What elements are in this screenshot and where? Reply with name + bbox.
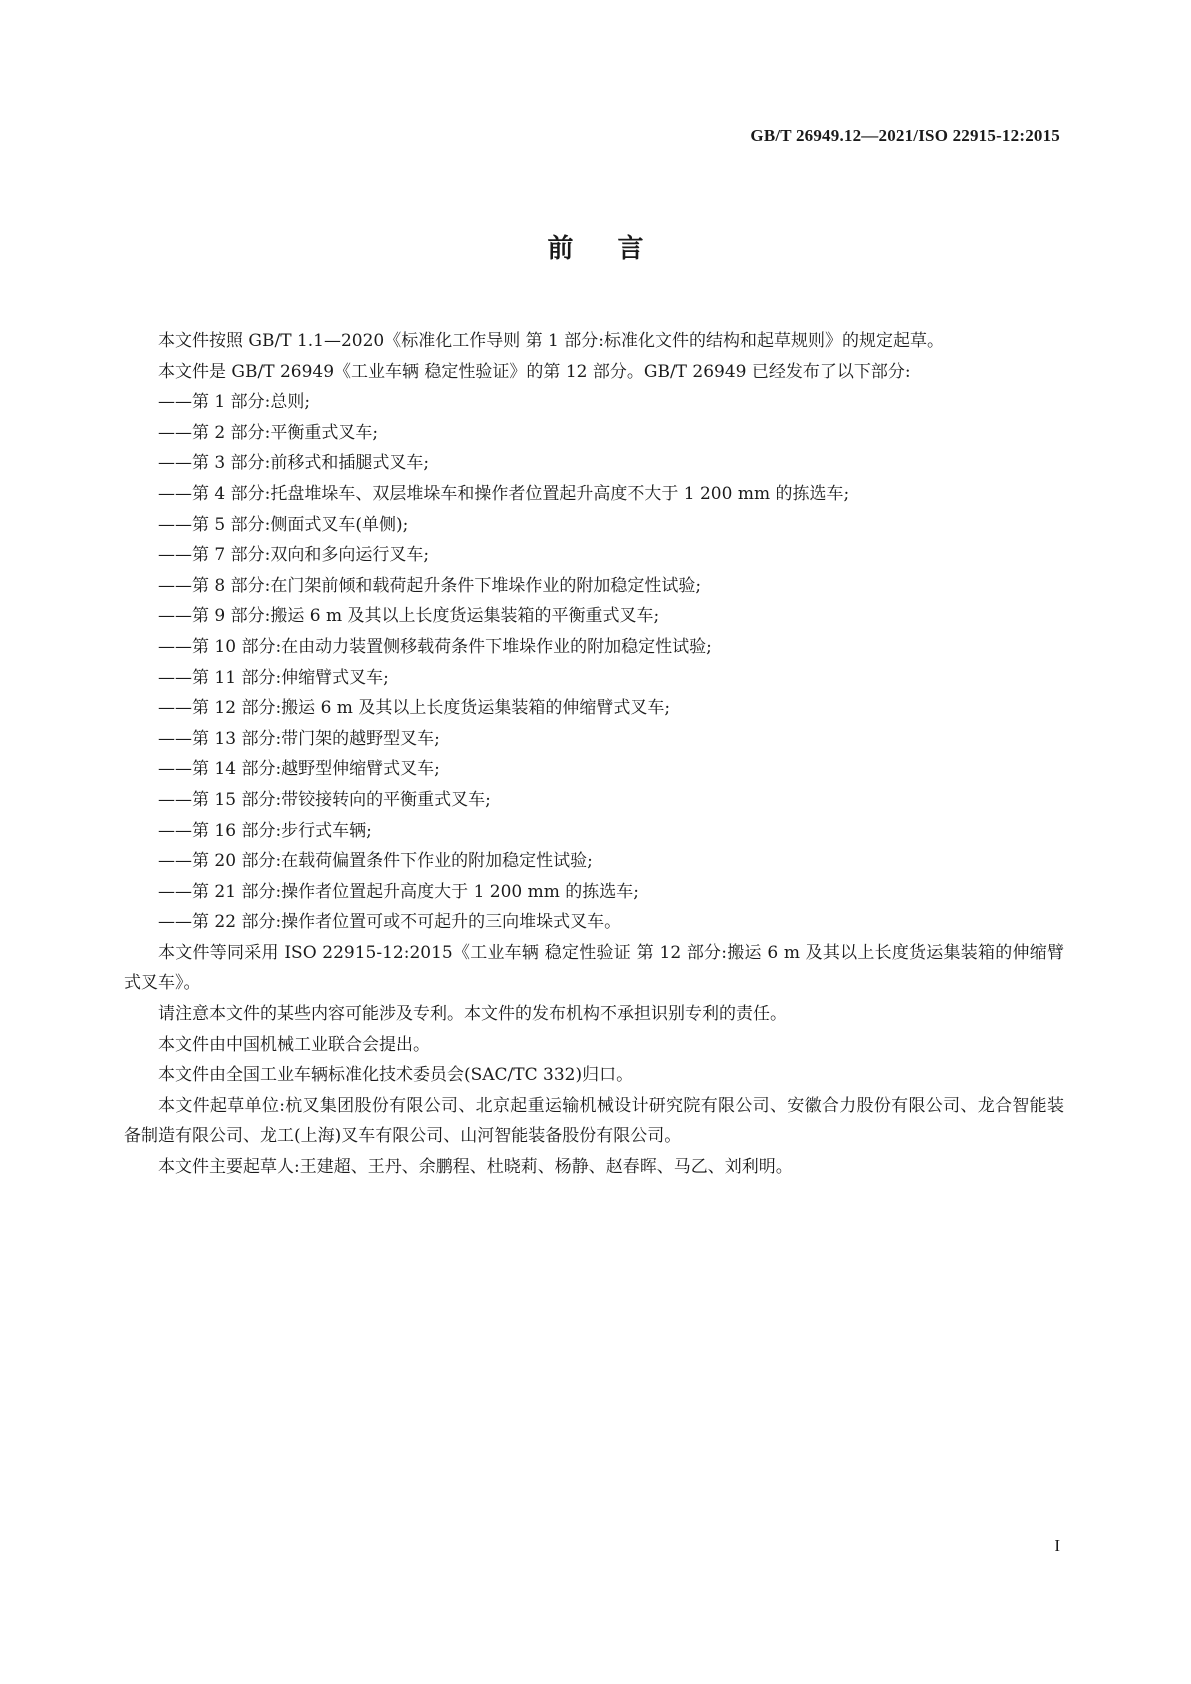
list-item: ——第 11 部分:伸缩臂式叉车; xyxy=(158,667,389,688)
paragraph-technical-committee: 本文件由全国工业车辆标准化技术委员会(SAC/TC 332)归口。 xyxy=(158,1065,634,1086)
paragraph-patent-notice: 请注意本文件的某些内容可能涉及专利。本文件的发布机构不承担识别专利的责任。 xyxy=(158,1004,787,1025)
paragraph-series-intro: 本文件是 GB/T 26949《工业车辆 稳定性验证》的第 12 部分。GB/T 26949 已经发布了以下部分: xyxy=(158,361,911,382)
paragraph-drafting-rules: 本文件按照 GB/T 1.1—2020《标准化工作导则 第 1 部分:标准化文件的结构和起草规则》的规定起草。 xyxy=(158,331,944,351)
list-item: ——第 10 部分:在由动力装置侧移载荷条件下堆垛作业的附加稳定性试验; xyxy=(158,636,712,657)
list-item: ——第 5 部分:侧面式叉车(单侧); xyxy=(158,514,409,535)
list-item: ——第 21 部分:操作者位置起升高度大于 1 200 mm 的拣选车; xyxy=(158,881,640,902)
list-item: ——第 8 部分:在门架前倾和载荷起升条件下堆垛作业的附加稳定性试验; xyxy=(158,575,702,596)
paragraph-proposer: 本文件由中国机械工业联合会提出。 xyxy=(158,1034,430,1055)
list-item: ——第 16 部分:步行式车辆; xyxy=(158,820,372,841)
list-item: ——第 4 部分:托盘堆垛车、双层堆垛车和操作者位置起升高度不大于 1 200 mm 的拣选车; xyxy=(158,483,850,504)
paragraph-drafting-units: 本文件起草单位:杭叉集团股份有限公司、北京起重运输机械设计研究院有限公司、安徽合力股份有限公司、龙合智能装备制造有限公司、龙工(上海)叉车有限公司、山河智能装备股份有限公司。 xyxy=(124,1095,1064,1147)
list-item: ——第 14 部分:越野型伸缩臂式叉车; xyxy=(158,759,440,780)
list-item: ——第 3 部分:前移式和插腿式叉车; xyxy=(158,453,430,474)
list-item: ——第 1 部分:总则; xyxy=(158,392,311,413)
paragraph-drafters: 本文件主要起草人:王建超、王丹、余鹏程、杜晓莉、杨静、赵春晖、马乙、刘利明。 xyxy=(158,1157,793,1178)
list-item: ——第 20 部分:在载荷偏置条件下作业的附加稳定性试验; xyxy=(158,851,593,872)
list-item: ——第 9 部分:搬运 6 m 及其以上长度货运集装箱的平衡重式叉车; xyxy=(158,606,660,627)
list-item: ——第 22 部分:操作者位置可或不可起升的三向堆垛式叉车。 xyxy=(158,912,622,933)
foreword-body xyxy=(124,326,1064,1183)
page-title: 前言 xyxy=(547,234,688,264)
list-item: ——第 13 部分:带门架的越野型叉车; xyxy=(158,728,440,749)
list-item: ——第 7 部分:双向和多向运行叉车; xyxy=(158,545,430,566)
list-item: ——第 15 部分:带铰接转向的平衡重式叉车; xyxy=(158,789,491,810)
paragraph-iso-adoption: 本文件等同采用 ISO 22915-12:2015《工业车辆 稳定性验证 第 12 部分:搬运 6 m 及其以上长度货运集装箱的伸缩臂式叉车》。 xyxy=(124,942,1064,994)
list-item: ——第 12 部分:搬运 6 m 及其以上长度货运集装箱的伸缩臂式叉车; xyxy=(158,698,671,719)
parts-list xyxy=(124,387,1064,938)
page-number: I xyxy=(1054,1536,1060,1555)
list-item: ——第 2 部分:平衡重式叉车; xyxy=(158,422,379,443)
standard-code-header: GB/T 26949.12—2021/ISO 22915-12:2015 xyxy=(750,126,1060,145)
